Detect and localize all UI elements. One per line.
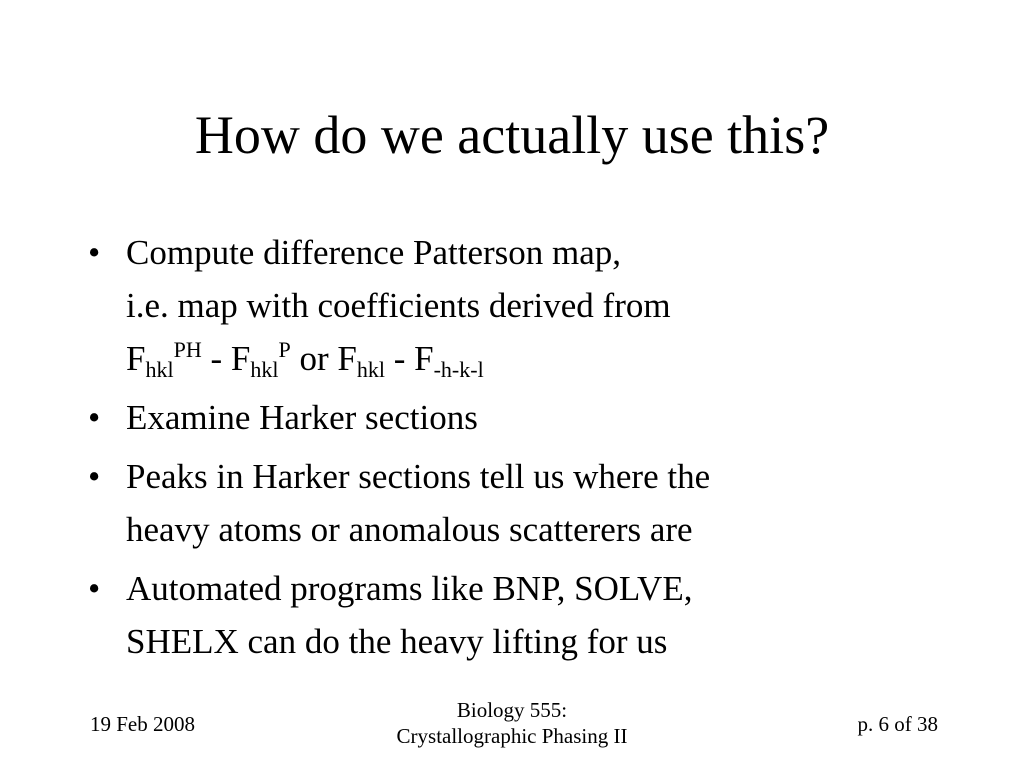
- formula-f1-subscript: hkl: [145, 357, 174, 382]
- bullet-4-line-2: SHELX can do the heavy lifting for us: [126, 622, 668, 661]
- bullet-item-4: [88, 562, 988, 668]
- footer-course-line-1: Biology 555:: [456, 698, 568, 722]
- bullet-item-3: [88, 450, 988, 556]
- bullet-icon: •: [88, 398, 101, 437]
- bullet-item-1: [88, 226, 988, 385]
- bullet-3-line-1: Peaks in Harker sections tell us where the: [126, 457, 711, 496]
- bullet-1-line-2: i.e. map with coefficients derived from: [126, 286, 671, 325]
- bullet-2-line-1: Examine Harker sections: [126, 398, 478, 437]
- bullet-4-line-1: Automated programs like BNP, SOLVE,: [126, 569, 693, 608]
- bullet-list: [88, 226, 988, 674]
- formula-op1: - F: [201, 339, 251, 378]
- bullet-item-2: [88, 391, 988, 444]
- footer-page-number: p. 6 of 38: [857, 712, 938, 736]
- formula-op2: or F: [290, 339, 357, 378]
- formula-f4-subscript: -h-k-l: [433, 357, 484, 382]
- bullet-1-line-1: Compute difference Patterson map,: [126, 233, 622, 272]
- formula-f1: F: [126, 339, 146, 378]
- bullet-icon: •: [88, 569, 101, 608]
- formula-f2-subscript: hkl: [250, 357, 279, 382]
- formula-f1-superscript: PH: [173, 337, 202, 362]
- bullet-3-line-2: heavy atoms or anomalous scatterers are: [126, 510, 693, 549]
- bullet-icon: •: [88, 233, 101, 272]
- formula-op3: - F: [384, 339, 434, 378]
- slide-title: How do we actually use this?: [194, 105, 830, 165]
- bullet-icon: •: [88, 457, 101, 496]
- formula-f2-superscript: P: [278, 337, 291, 362]
- footer-course-line-2: Crystallographic Phasing II: [396, 724, 628, 748]
- bullet-1-formula: [126, 332, 988, 385]
- formula-f3-subscript: hkl: [356, 357, 385, 382]
- footer-course: [312, 697, 712, 749]
- footer-date: 19 Feb 2008: [90, 712, 195, 736]
